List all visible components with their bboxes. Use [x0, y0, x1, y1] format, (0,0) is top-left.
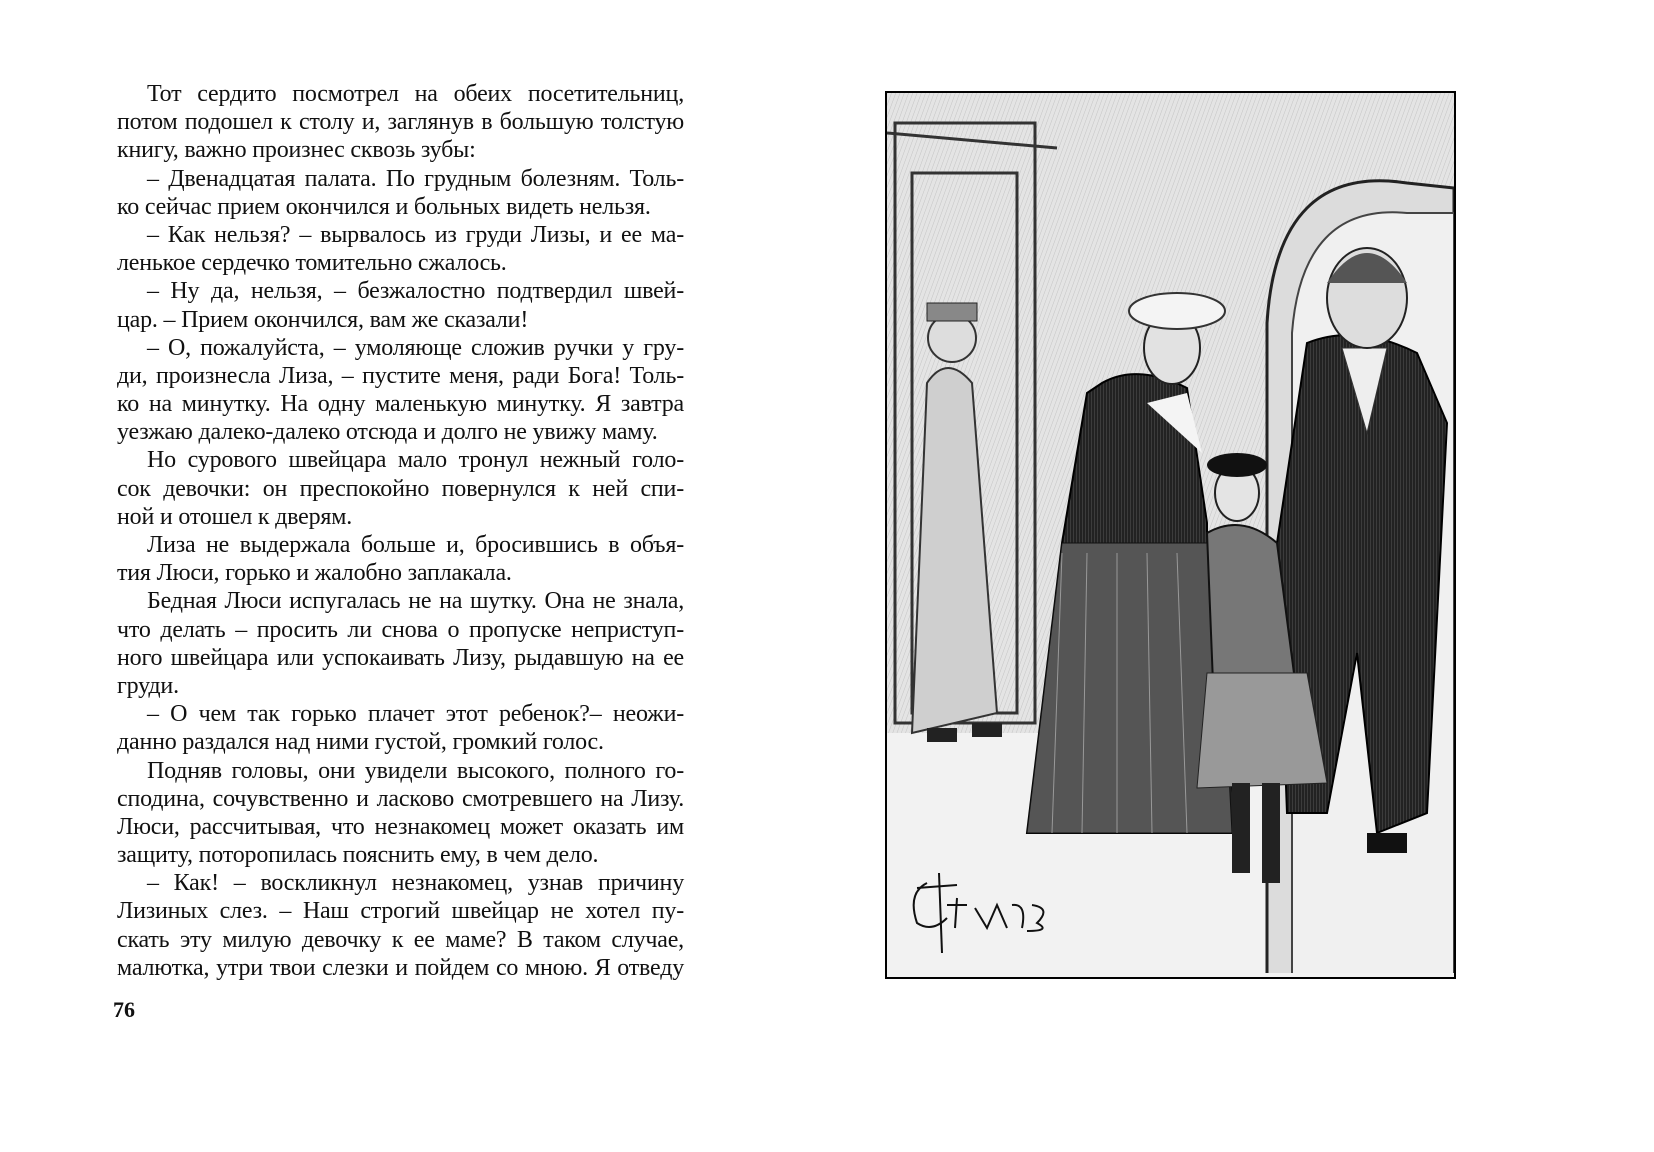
text-line: ди, произнесла Лиза, – пустите меня, ради Бога! Толь- [117, 362, 684, 389]
text-line: – Двенадцатая палата. По грудным болезням. Толь- [147, 165, 684, 192]
text-line: ко сейчас прием окончился и больных видеть нельзя. [117, 193, 651, 220]
text-line: Люси, рассчитывая, что незнакомец может оказать им [117, 813, 684, 840]
text-column [117, 80, 684, 982]
page-number: 76 [113, 997, 135, 1022]
text-line: Тот сердито посмотрел на обеих посетительниц, [147, 81, 684, 107]
text-line: – Ну да, нельзя, – безжалостно подтвердил швей- [147, 278, 684, 305]
text-line: Лизиных слез. – Наш строгий швейцар не хотел пу- [117, 898, 684, 925]
text-line: ко на минутку. На одну маленькую минутку. Я завтра [117, 391, 684, 418]
engraving-illustration [887, 93, 1454, 977]
text-line: Подняв головы, они увидели высокого, полного го- [147, 757, 684, 784]
text-line: Но сурового швейцара мало тронул нежный голо- [147, 447, 684, 474]
text-line: малютка, утри твои слезки и пойдем со мною. Я отведу [117, 954, 684, 981]
text-line: Лиза не выдержала больше и, бросившись в объя- [147, 532, 684, 558]
text-line: цар. – Прием окончился, вам же сказали! [117, 306, 529, 333]
text-line: защиту, поторопилась пояснить ему, в чем дело. [117, 842, 599, 869]
illustration [885, 91, 1456, 979]
text-line: тия Люси, горько и жалобно заплакала. [117, 560, 512, 587]
text-line: потом подошел к столу и, заглянув в большую толстую [117, 109, 684, 136]
text-line: – О, пожалуйста, – умоляюще сложив ручки у гру- [147, 334, 684, 361]
text-line: – О чем так горько плачет этот ребенок?– неожи- [147, 701, 684, 728]
text-line: сподина, сочувственно и ласково смотревшего на Лизу. [117, 785, 684, 812]
text-line: – Как! – воскликнул незнакомец, узнав причину [147, 870, 684, 897]
text-line: ленькое сердечко томительно сжалось. [117, 250, 507, 277]
text-line: Бедная Люси испугалась не на шутку. Она не знала, [147, 588, 684, 615]
text-line: что делать – просить ли снова о пропуске неприступ- [117, 616, 684, 643]
text-line: – Как нельзя? – вырвалось из груди Лизы, и ее ма- [147, 221, 684, 248]
text-line: ной и отошел к дверям. [117, 503, 353, 530]
text-line: скать эту милую девочку к ее маме? В таком случае, [117, 926, 684, 953]
text-line: данно раздался над ними густой, громкий голос. [117, 729, 604, 756]
text-line: груди. [117, 672, 179, 699]
text-line: сок девочки: он преспокойно повернулся к ней спи- [117, 475, 684, 502]
text-line: книгу, важно произнес сквозь зубы: [117, 137, 476, 164]
text-line: уезжаю далеко-далеко отсюда и долго не увижу маму. [117, 419, 658, 446]
text-line: ного швейцара или успокаивать Лизу, рыдавшую на ее [117, 644, 684, 671]
